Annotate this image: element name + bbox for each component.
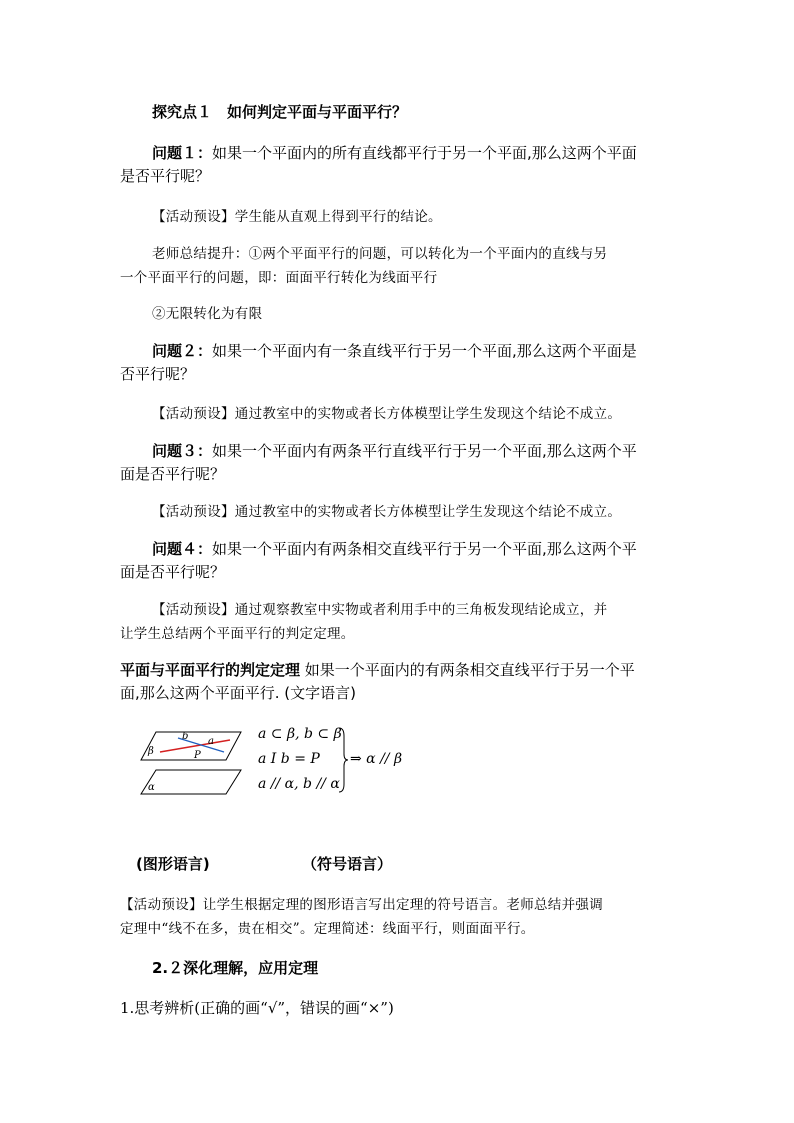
question-4-label: 问题４： bbox=[152, 540, 213, 558]
question-3-text: 如果一个平面内有两条平行直线平行于另一个平面,那么这两个平 bbox=[212, 442, 637, 460]
condition-2: a I b = P bbox=[258, 751, 320, 767]
exercise-1-heading: 1.思考辨析(正确的画“√”，错误的画“×”) bbox=[120, 999, 394, 1017]
condition-3: a // α, b // α bbox=[258, 776, 340, 792]
theorem-text: 如果一个平面内的有两条相交直线平行于另一个平 bbox=[300, 661, 635, 679]
caption-graphic-language: (图形语言) bbox=[136, 855, 210, 873]
label-a: a bbox=[208, 736, 214, 747]
question-2-activity-preset: 【活动预设】通过教室中的实物或者长方体模型让学生发现这个结论不成立。 bbox=[152, 406, 622, 422]
question-1-line-1 bbox=[152, 142, 637, 164]
label-beta: β bbox=[148, 746, 154, 757]
question-2-line-1 bbox=[152, 340, 637, 362]
question-3-line-2: 面是否平行呢？ bbox=[120, 465, 226, 483]
label-alpha: α bbox=[148, 782, 155, 793]
theorem-line-2: 面,那么这两个平面平行. (文字语言) bbox=[120, 684, 357, 702]
final-activity-preset-line-2: 定理中“线不在多，贵在相交”。定理简述：线面平行，则面面平行。 bbox=[120, 921, 535, 937]
question-2-line-2: 否平行呢？ bbox=[120, 365, 196, 383]
teacher-summary-line-1: 老师总结提升：①两个平面平行的问题，可以转化为一个平面内的直线与另 bbox=[152, 246, 608, 262]
theorem-name: 平面与平面平行的判定定理 bbox=[120, 661, 301, 679]
question-4-activity-preset-line-1: 【活动预设】通过观察教室中实物或者利用手中的三角板发现结论成立，并 bbox=[152, 602, 608, 618]
final-activity-preset-line-1: 【活动预设】让学生根据定理的图形语言写出定理的符号语言。老师总结并强调 bbox=[120, 897, 603, 913]
question-1-text: 如果一个平面内的所有直线都平行于另一个平面,那么这两个平面 bbox=[212, 144, 637, 162]
section-2-2-heading: 2.２深化理解，应用定理 bbox=[152, 959, 319, 977]
parallel-planes-figure bbox=[136, 722, 252, 798]
right-brace-icon bbox=[337, 726, 349, 794]
section-title: 探究点１ 如何判定平面与平面平行？ bbox=[152, 103, 408, 121]
question-1-label: 问题１： bbox=[152, 144, 213, 162]
summary-item-2: ②无限转化为有限 bbox=[152, 306, 263, 322]
conclusion: ⇒ α // β bbox=[350, 751, 403, 767]
question-1-line-2: 是否平行呢？ bbox=[120, 167, 211, 185]
question-4-activity-preset-line-2: 让学生总结两个平面平行的判定定理。 bbox=[120, 626, 355, 642]
caption-symbol-language: （符号语言） bbox=[302, 855, 393, 873]
question-4-text: 如果一个平面内有两条相交直线平行于另一个平面,那么这两个平 bbox=[212, 540, 637, 558]
plane-alpha-shape bbox=[141, 770, 241, 794]
label-b: b bbox=[182, 731, 189, 742]
condition-1: a ⊂ β, b ⊂ β bbox=[258, 726, 342, 742]
question-3-label: 问题３： bbox=[152, 442, 213, 460]
question-4-line-2: 面是否平行呢？ bbox=[120, 563, 226, 581]
question-3-activity-preset: 【活动预设】通过教室中的实物或者长方体模型让学生发现这个结论不成立。 bbox=[152, 504, 622, 520]
label-p: P bbox=[194, 750, 201, 761]
question-1-activity-preset: 【活动预设】学生能从直观上得到平行的结论。 bbox=[152, 209, 442, 225]
theorem-line-1 bbox=[120, 659, 635, 681]
question-2-text: 如果一个平面内有一条直线平行于另一个平面,那么这两个平面是 bbox=[212, 342, 637, 360]
question-2-label: 问题２： bbox=[152, 342, 213, 360]
teacher-summary-line-2: 一个平面平行的问题，即：面面平行转化为线面平行 bbox=[120, 270, 438, 286]
question-3-line-1 bbox=[152, 440, 637, 462]
question-4-line-1 bbox=[152, 538, 637, 560]
